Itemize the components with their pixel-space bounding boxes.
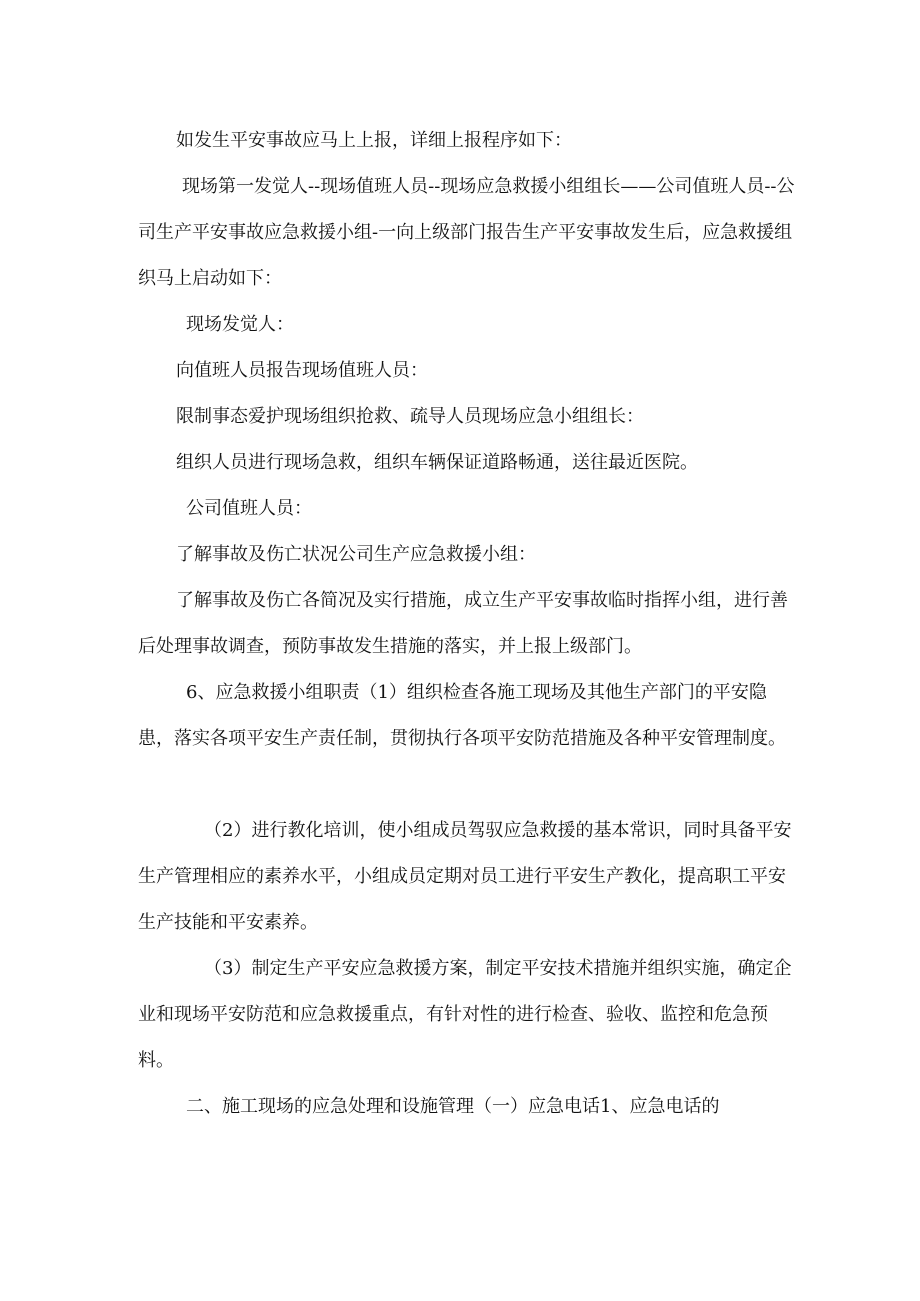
paragraph-section-two-heading: 二、施工现场的应急处理和设施管理（一）应急电话1、应急电话的	[186, 1096, 720, 1117]
paragraph-discoverer-heading: 现场发觉人：	[186, 314, 294, 335]
paragraph-understand-casualties: 了解事故及伤亡状况公司生产应急救援小组：	[176, 544, 536, 565]
paragraph-duty-1: 6、应急救援小组职责（1）组织检查各施工现场及其他生产部门的平安隐患，落实各项平安生产责任制，贯彻执行各项平安防范措施及各种平安管理制度。	[138, 682, 786, 749]
paragraph-duty-2: （2）进行教化培训，使小组成员驾驭应急救援的基本常识，同时具备平安生产管理相应的素养水平，小组成员定期对员工进行平安生产教化，提高职工平安生产技能和平安素养。	[138, 820, 792, 933]
paragraph-duty-3: （3）制定生产平安应急救援方案，制定平安技术措施并组织实施，确定企业和现场平安防范和应急救援重点，有针对性的进行检查、验收、监控和危急预料。	[138, 958, 792, 1071]
paragraph-control-situation: 限制事态爱护现场组织抢救、疏导人员现场应急小组组长：	[176, 406, 644, 427]
paragraph-report-duty: 向值班人员报告现场值班人员：	[176, 360, 428, 381]
paragraph-command-group: 了解事故及伤亡各简况及实行措施，成立生产平安事故临时指挥小组，进行善后处理事故调查，预防事故发生措施的落实，并上报上级部门。	[138, 590, 788, 657]
paragraph-first-aid: 组织人员进行现场急救，组织车辆保证道路畅通，送往最近医院。	[176, 452, 698, 473]
paragraph-report-chain: 现场第一发觉人--现场值班人员--现场应急救援小组组长——公司值班人员--公司生产平安事故应急救援小组-一向上级部门报告生产平安事故发生后，应急救援组织马上启动如下：	[138, 176, 795, 289]
paragraph-company-duty-heading: 公司值班人员：	[186, 498, 312, 519]
paragraph-report-intro: 如发生平安事故应马上上报，详细上报程序如下：	[176, 130, 572, 151]
